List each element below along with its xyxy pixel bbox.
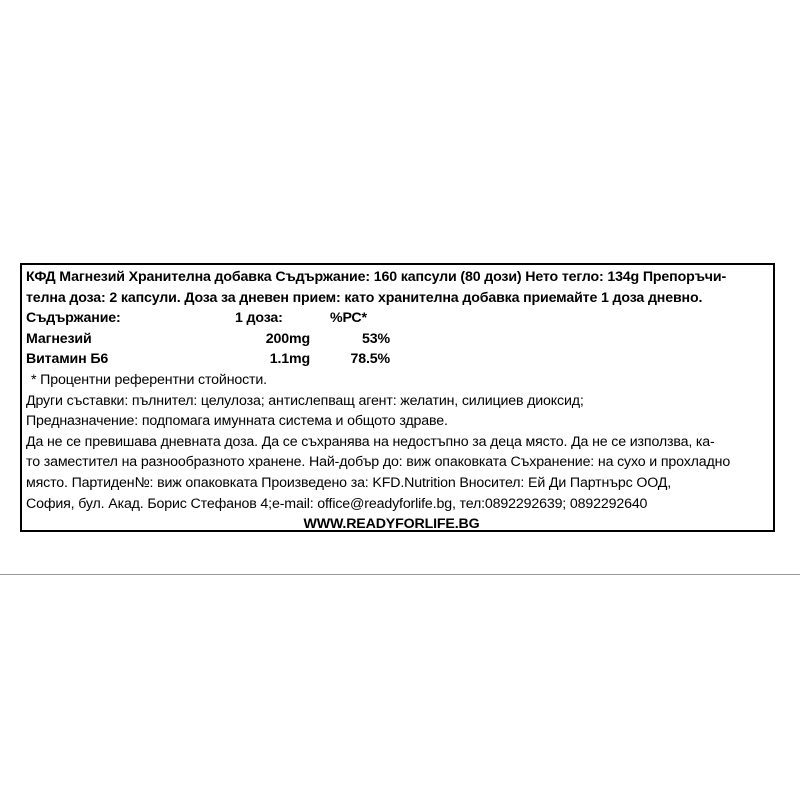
address-line: София, бул. Акад. Борис Стефанов 4;e-mail: office@readyforlife.bg, тел:0892292639; 0892292640: [26, 495, 648, 512]
warnings-line: Да не се превишава дневната доза. Да се съхранява на недостъпно за деца място. Да не се използва, ка-: [26, 433, 715, 450]
supplement-label: [20, 263, 775, 532]
intro-line: телна доза: 2 капсули. Доза за дневен прием: като хранителна добавка приемайте 1 доза дневно.: [26, 289, 703, 306]
intro-line: КФД Магнезий Хранителна добавка Съдържание: 160 капсули (80 дози) Нето тегло: 134g Препоръчи-: [26, 269, 727, 285]
header-dose: 1 доза:: [235, 310, 283, 327]
nutrition-table-header: [26, 308, 769, 329]
footnote: * Процентни референтни стойности.: [31, 371, 267, 388]
nutrient-reference-value: 78.5%: [350, 351, 390, 368]
website-link: WWW.READYFORLIFE.BG: [303, 516, 480, 533]
divider-line: [0, 574, 800, 575]
other-ingredients: Други съставки: пълнител: целулоза; антислепващ агент: желатин, силициев диоксид;: [26, 392, 584, 409]
warnings-line: то заместител на разнообразното хранене. Най-добър до: виж опаковката Съхранение: на сухо и прохладно: [26, 454, 731, 471]
nutrient-dose: 1.1mg: [269, 351, 310, 368]
nutrition-row-magnesium: [26, 329, 769, 350]
nutrient-name: Магнезий: [26, 330, 92, 347]
header-content: Съдържание:: [26, 310, 121, 327]
nutrient-dose: 200mg: [265, 330, 310, 347]
purpose: Предназначение: подпомага имунната система и общото здраве.: [26, 413, 448, 430]
nutrition-row-vitamin-b6: [26, 349, 769, 370]
nutrient-reference-value: 53%: [362, 330, 390, 347]
nutrient-name: Витамин Б6: [26, 351, 109, 368]
producer-line: място. Партиден№: виж опаковката Произведено за: KFD.Nutrition Вносител: Ей Ди Партнърс ООД,: [26, 474, 672, 491]
header-reference-value: %РС*: [330, 310, 367, 327]
